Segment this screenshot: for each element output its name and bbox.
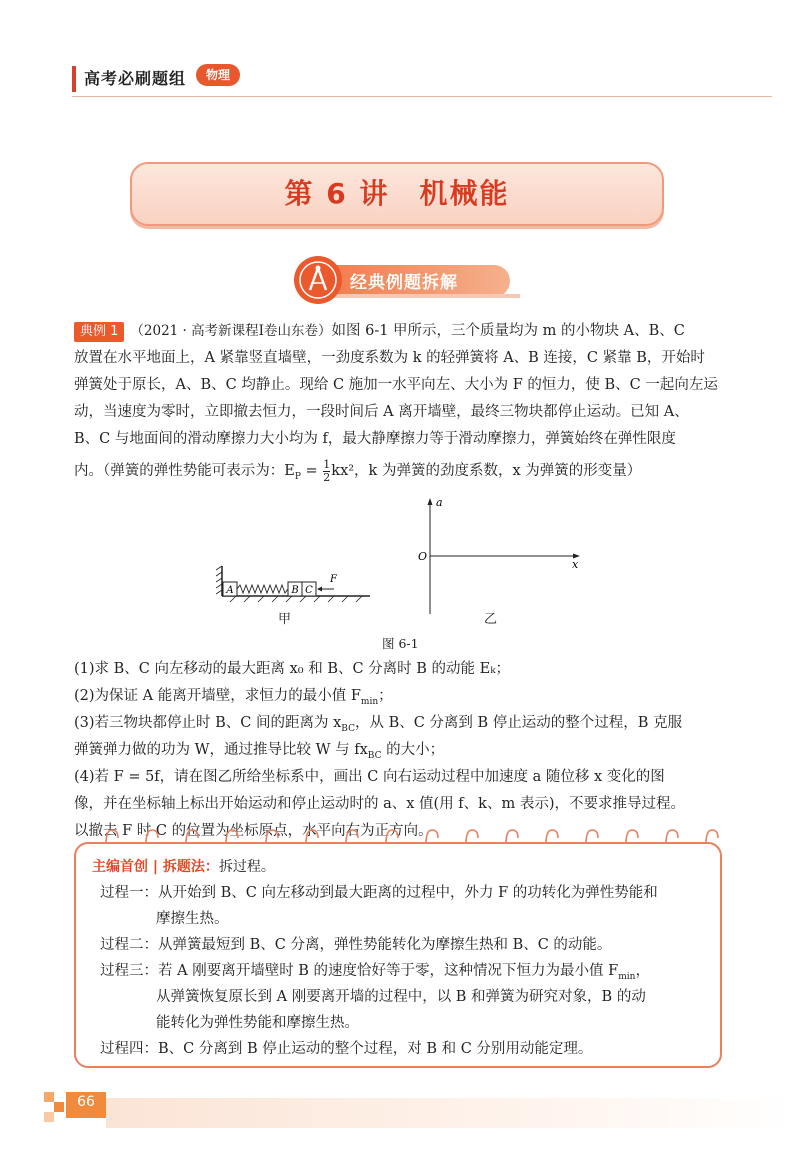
figure-spring-blocks [210, 560, 380, 610]
note-line-7: 过程四：B、C 分离到 B 停止运动的整个过程，对 B 和 C 分别用动能定理。 [100, 1041, 593, 1057]
example-tag: 典例 1 [74, 322, 124, 342]
note-line-4: 过程三：若 A 刚要离开墙壁时 B 的速度恰好等于零，这种情况下恒力为最小值 $F_{min}$， [100, 963, 650, 982]
example-line-1: 典例 1 （2021 · 高考新课程Ⅰ卷山东卷）如图 6-1 甲所示，三个质量均为 m 的小物块 A、B、C [74, 318, 685, 345]
question-3-line-1: (3)若三物块都停止时 B、C 间的距离为 $x_{BC}$，从 B、C 分离到 B 停止运动的整个过程，B 克服 [74, 715, 683, 734]
example-line-3: 弹簧处于原长，A、B、C 均静止。现给 C 施加一水平向左、大小为 F 的恒力，使 B、C 一起向左运 [74, 377, 718, 393]
force-label: F [330, 574, 337, 585]
example-line-6: 内。（弹簧的弹性势能可表示为：$E_P$ = $\frac{1}{2}$ kx²，k 为弹簧的劲度系数，x 为弹簧的形变量） [74, 457, 642, 484]
compass-icon [294, 256, 342, 304]
page-number: 66 [77, 1094, 95, 1110]
example-source: （2021 · 高考新课程Ⅰ卷山东卷） [130, 323, 332, 339]
question-4-line-2: 像，并在坐标轴上标出开始运动和停止运动时的 a、x 值(用 f、k、m 表示)，不要求推导过程。 [74, 796, 685, 812]
note-line-1: 过程一：从开始到 B、C 向左移动到最大距离的过程中，外力 F 的功转化为弹性势能和 [100, 885, 658, 901]
figure-caption: 图 6-1 [382, 636, 419, 651]
note-heading: 主编首创 | 拆题法：拆过程。 [92, 859, 275, 875]
example-line-5: B、C 与地面间的滑动摩擦力大小均为 f，最大静摩擦力等于滑动摩擦力，弹簧始终在弹性限度 [74, 431, 676, 447]
axis-x-label: x [572, 558, 579, 571]
origin-label: O [418, 550, 428, 563]
question-3-line-2: 弹簧弹力做的功为 W，通过推导比较 W 与 $fx_{BC}$ 的大小； [74, 742, 445, 761]
note-line-5: 从弹簧恢复原长到 A 刚要离开墙的过程中，以 B 和弹簧为研究对象，B 的动 [156, 989, 646, 1005]
subject-badge: 物理 [196, 64, 240, 86]
section-heading-shadow [330, 294, 520, 298]
notebook-rings [100, 826, 720, 846]
question-4-line-3: 以撤去 F 时 C 的位置为坐标原点，水平向右为正方向。 [74, 823, 433, 839]
note-line-3: 过程二：从弹簧最短到 B、C 分离，弹性势能转化为摩擦生热和 B、C 的动能。 [100, 937, 612, 953]
example-line-2: 放置在水平地面上，A 紧靠竖直墙壁，一劲度系数为 k 的轻弹簧将 A、B 连接，C 紧靠 B，开始时 [74, 350, 705, 366]
header-divider [72, 96, 772, 97]
note-line-2: 摩擦生热。 [156, 911, 229, 927]
figure-axes [412, 494, 590, 618]
section-heading-circle [294, 256, 342, 304]
note-line-6: 能转化为弹性势能和摩擦生热。 [156, 1015, 359, 1031]
footer-bar [106, 1098, 796, 1128]
section-label: 经典例题拆解 [350, 273, 458, 293]
fraction-half: $\frac{1}{2}$ [323, 457, 331, 484]
block-c-label: C [305, 585, 313, 596]
question-4-line-1: (4)若 F = 5f，请在图乙所给坐标系中，画出 C 向右运动过程中加速度 a 随位移 x 变化的图 [74, 769, 665, 785]
axis-a-label: a [436, 496, 443, 509]
figure-right-label: 乙 [484, 612, 498, 627]
block-b-label: B [291, 585, 299, 596]
block-a-label: A [226, 585, 234, 596]
question-1: (1)求 B、C 向左移动的最大距离 x₀ 和 B、C 分离时 B 的动能 Eₖ； [74, 661, 511, 677]
series-title: 高考必刷题组 [84, 69, 187, 88]
example-line-4: 动，当速度为零时，立即撤去恒力，一段时间后 A 离开墙壁，最终三物块都停止运动。已知 A、 [74, 404, 689, 420]
question-2: (2)为保证 A 能离开墙壁，求恒力的最小值 $F_{min}$； [74, 688, 393, 707]
footer-decoration [40, 1092, 64, 1132]
lecture-title: 第 6 讲 机械能 [284, 177, 510, 210]
figure-left-label: 甲 [278, 612, 292, 627]
header-accent-bar [72, 66, 76, 92]
